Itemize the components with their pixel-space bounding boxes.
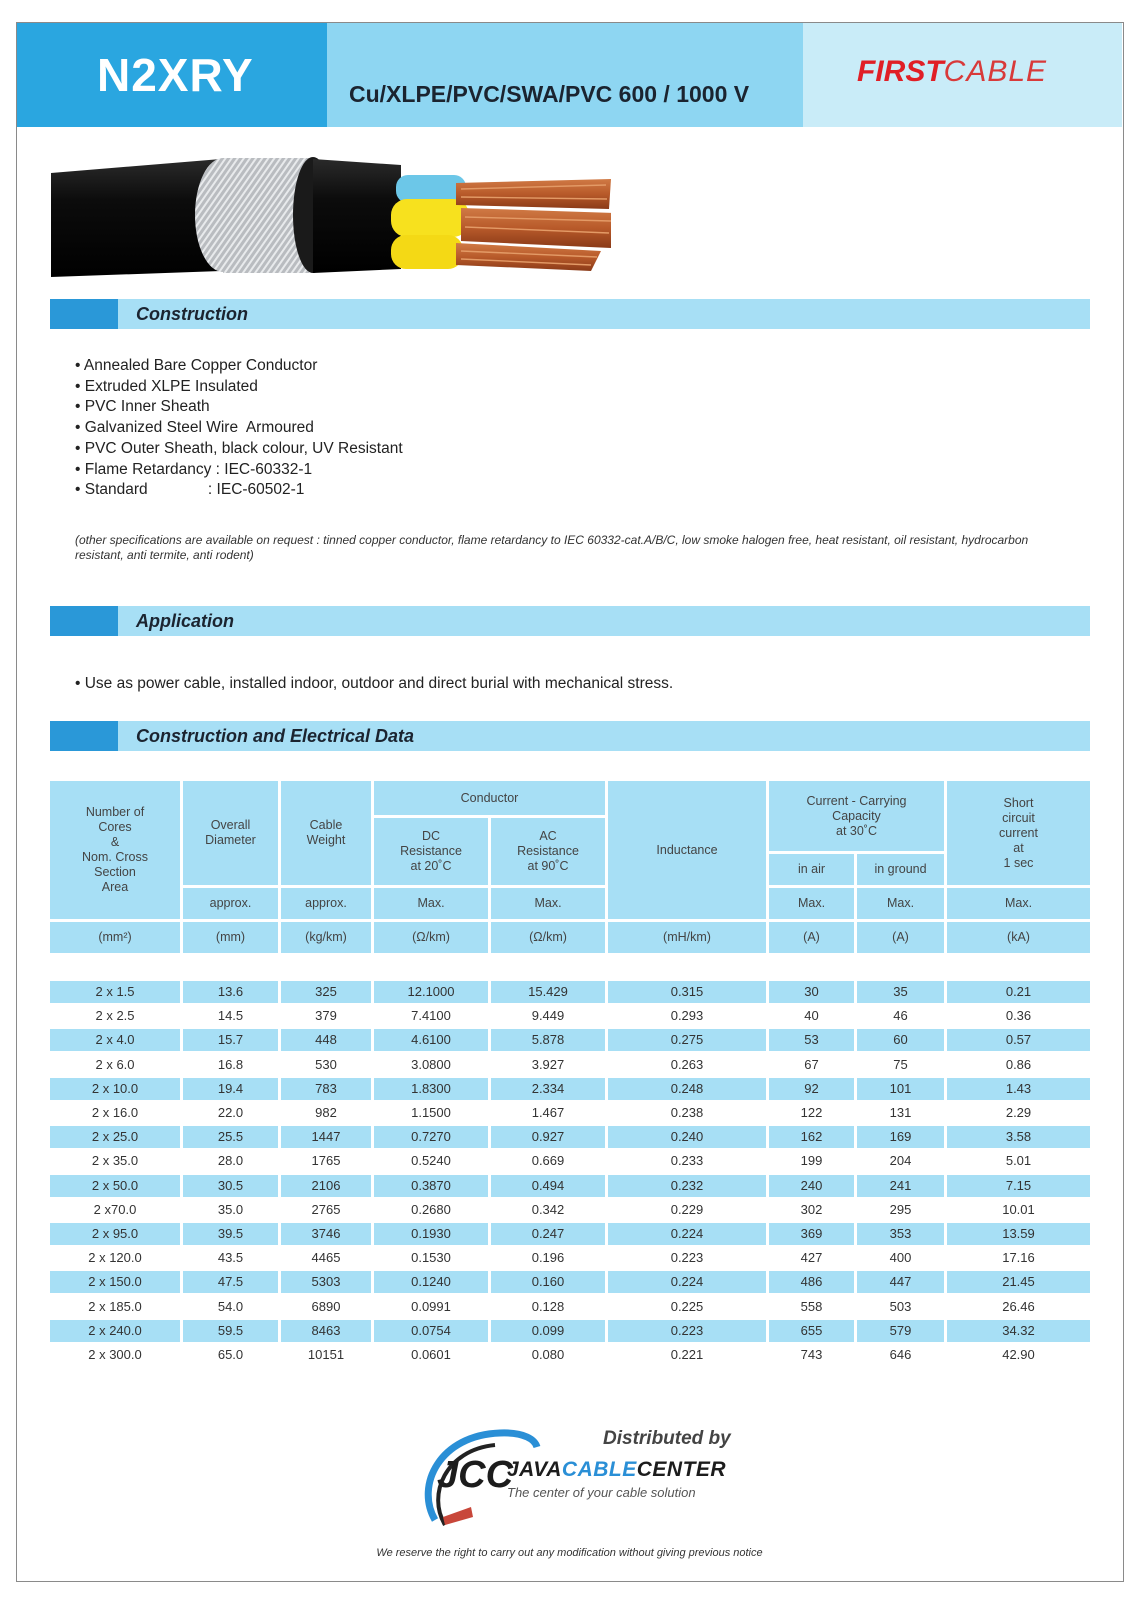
cell-cores: 2 x 185.0 [88,1298,142,1314]
yellow-core-insulation-2 [391,235,463,269]
cell-cores: 2 x 2.5 [95,1008,135,1024]
list-item: • Standard : IEC-60502-1 [75,481,305,499]
cell-short-circuit: 10.01 [1002,1201,1035,1217]
cell-ac-resistance: 15.429 [491,981,605,1003]
list-item: • Extruded XLPE Insulated [75,377,258,395]
cell-cores: 2 x70.0 [93,1201,137,1217]
qualifier-air: Max. [769,888,854,919]
cell-diameter: 35.0 [217,1201,244,1217]
section-title: Construction [136,304,248,324]
section-title: Construction and Electrical Data [136,726,415,746]
unit-diameter: (mm) [183,922,278,953]
table-row [50,1271,1090,1293]
section-title: Application [136,611,234,631]
cell-cores: 2 x 25.0 [50,1126,180,1148]
blue-core-insulation [396,175,466,203]
construction-list [75,356,403,501]
cell-dc-resistance: 0.0601 [411,1347,451,1362]
cell-diameter: 65.0 [217,1347,244,1362]
cell-weight: 10151 [307,1347,345,1362]
cell-ac-resistance: 0.342 [531,1201,565,1217]
unit-ac: (Ω/km) [491,922,605,953]
cell-diameter: 54.0 [217,1298,244,1314]
qualifier-ground: Max. [857,888,944,919]
cell-short-circuit: 26.46 [1002,1298,1035,1314]
table-row [50,981,1090,1003]
cell-diameter: 43.5 [217,1250,244,1266]
cell-current-ground: 295 [889,1201,912,1217]
cell-current-ground: 353 [857,1223,944,1245]
cell-current-ground: 400 [889,1250,912,1266]
cell-inductance: 0.240 [608,1126,766,1148]
cell-short-circuit: 21.45 [947,1271,1090,1293]
cell-short-circuit: 42.90 [1002,1347,1035,1362]
table-row [50,1126,1090,1148]
cell-dc-resistance: 0.0754 [374,1320,488,1342]
cell-current-air: 369 [769,1223,854,1245]
header-diameter: Overall Diameter [183,781,278,885]
unit-short: (kA) [947,922,1090,953]
cell-current-air: 655 [769,1320,854,1342]
brand-light: CABLE [943,55,1048,88]
inner-sheath [313,159,401,273]
header-in-ground: in ground [857,854,944,885]
cell-inductance: 0.221 [670,1347,704,1362]
cell-inductance: 0.293 [670,1008,704,1024]
qualifier-short: Max. [947,888,1090,919]
cell-cores: 2 x 35.0 [91,1153,139,1169]
header-inductance: Inductance [608,781,766,919]
qualifier-dc: Max. [374,888,488,919]
cell-cores: 2 x 6.0 [95,1056,135,1072]
cell-dc-resistance: 3.0800 [411,1056,451,1072]
copper-strands-top [456,179,611,209]
cell-dc-resistance: 7.4100 [411,1008,451,1024]
distributor-name-b: CABLE [561,1458,637,1481]
cell-cores: 2 x 1.5 [50,981,180,1003]
cell-dc-resistance: 0.1530 [411,1250,451,1266]
cell-diameter: 28.0 [217,1153,244,1169]
cell-ac-resistance: 0.927 [491,1126,605,1148]
cell-current-air: 302 [800,1201,823,1217]
cell-diameter: 19.4 [183,1078,278,1100]
section-construction [50,299,1090,329]
cell-current-ground: 646 [889,1347,912,1362]
cell-inductance: 0.233 [670,1153,704,1169]
cell-short-circuit: 17.16 [1002,1250,1035,1266]
cell-diameter: 47.5 [183,1271,278,1293]
copper-strands-bottom [456,243,601,271]
cell-ac-resistance: 0.669 [531,1153,565,1169]
header-banner [17,23,1122,127]
header-current-capacity: Current - Carrying Capacity at 30˚C [769,781,944,851]
cell-short-circuit: 13.59 [947,1223,1090,1245]
cell-dc-resistance: 1.1500 [411,1105,451,1120]
cell-current-air: 240 [769,1175,854,1197]
cell-weight: 530 [315,1056,337,1072]
cell-cores: 2 x 95.0 [50,1223,180,1245]
table-row [50,1247,1090,1269]
header-conductor: Conductor [374,781,605,815]
cell-current-air: 53 [769,1029,854,1051]
cell-current-air: 67 [804,1056,819,1072]
list-item: • Flame Retardancy : IEC-60332-1 [75,460,313,478]
section-electrical-data [50,721,1090,751]
brand-bold: FIRST [857,55,944,88]
cell-ac-resistance: 0.494 [491,1175,605,1197]
cell-diameter: 59.5 [183,1320,278,1342]
model-title: N2XRY [17,23,327,127]
cell-inductance: 0.224 [608,1223,766,1245]
cell-weight: 2106 [281,1175,371,1197]
table-row [50,1078,1090,1100]
header-in-air: in air [769,854,854,885]
cell-weight: 4465 [311,1250,341,1266]
cell-dc-resistance: 1.8300 [374,1078,488,1100]
cell-inductance: 0.223 [670,1250,704,1266]
cell-inductance: 0.224 [608,1271,766,1293]
cell-cores: 2 x 16.0 [91,1105,139,1120]
cell-weight: 1447 [281,1126,371,1148]
section-marker [50,721,118,751]
table-row [50,1005,1090,1027]
cell-weight: 5303 [281,1271,371,1293]
table-row [50,1029,1090,1051]
cell-dc-resistance: 0.1240 [374,1271,488,1293]
qualifier-diameter: approx. [183,888,278,919]
cell-current-ground: 101 [857,1078,944,1100]
list-item: • PVC Outer Sheath, black colour, UV Resistant [75,439,403,457]
unit-weight: (kg/km) [281,922,371,953]
cell-inductance: 0.263 [670,1056,704,1072]
cell-current-ground: 75 [893,1056,908,1072]
cell-weight: 448 [281,1029,371,1051]
table-row [50,1296,1090,1318]
cell-ac-resistance: 0.099 [491,1320,605,1342]
cell-ac-resistance: 3.927 [531,1056,565,1072]
cell-ac-resistance: 0.128 [531,1298,565,1314]
cell-short-circuit: 2.29 [1005,1105,1032,1120]
unit-area: (mm²) [50,922,180,953]
cell-dc-resistance: 12.1000 [374,981,488,1003]
cell-inductance: 0.225 [670,1298,704,1314]
cell-cores: 2 x 50.0 [50,1175,180,1197]
cell-short-circuit: 0.57 [947,1029,1090,1051]
distributed-by: Distributed by [603,1428,731,1449]
cell-dc-resistance: 0.2680 [411,1201,451,1217]
cell-cores: 2 x 300.0 [88,1347,142,1362]
header-cores: Number of Cores & Nom. Cross Section Area [50,781,180,919]
list-item: • PVC Inner Sheath [75,398,210,416]
cell-current-air: 162 [769,1126,854,1148]
table-row [50,1175,1090,1197]
header-dc-resistance: DC Resistance at 20˚C [374,818,488,885]
cell-current-ground: 131 [889,1105,912,1120]
cell-current-air: 40 [804,1008,819,1024]
cell-short-circuit: 5.01 [1005,1153,1032,1169]
unit-dc: (Ω/km) [374,922,488,953]
application-text: • Use as power cable, installed indoor, outdoor and direct burial with mechanical stress. [75,675,674,692]
specification-note: (other specifications are available on request : tinned copper conductor, flame retardancy to IEC 60332-cat.A/B/C, low smoke halogen free, heat resistant, oil resistant, hydrocarbon resistant, anti termite, anti rodent) [75,533,1029,562]
cell-current-air: 122 [800,1105,823,1120]
cell-ac-resistance: 0.080 [531,1347,565,1362]
cell-current-air: 427 [800,1250,823,1266]
section-application [50,606,1090,636]
table-row [50,1223,1090,1245]
cell-diameter: 14.5 [217,1008,244,1024]
table-row [50,1150,1090,1172]
cell-current-ground: 169 [857,1126,944,1148]
cell-weight: 2765 [311,1201,341,1217]
cell-cores: 2 x 10.0 [50,1078,180,1100]
distributor-tagline: The center of your cable solution [507,1485,696,1500]
cell-current-air: 486 [769,1271,854,1293]
cell-short-circuit: 34.32 [947,1320,1090,1342]
cell-diameter: 22.0 [217,1105,244,1120]
cell-short-circuit: 0.36 [1005,1008,1032,1024]
cell-inductance: 0.223 [608,1320,766,1342]
cell-dc-resistance: 0.5240 [411,1153,451,1169]
cell-diameter: 39.5 [183,1223,278,1245]
cell-current-air: 558 [800,1298,823,1314]
cell-ac-resistance: 9.449 [531,1008,565,1024]
cell-short-circuit: 7.15 [947,1175,1090,1197]
cell-diameter: 13.6 [183,981,278,1003]
cell-weight: 325 [281,981,371,1003]
list-item: • Annealed Bare Copper Conductor [75,357,318,374]
distributor-name-a: JAVA [507,1458,562,1481]
cell-current-ground: 447 [857,1271,944,1293]
cell-weight: 6890 [311,1298,341,1314]
cell-dc-resistance: 0.7270 [374,1126,488,1148]
disclaimer: We reserve the right to carry out any modification without giving previous notice [376,1547,763,1559]
header-short-circuit: Short circuit current at 1 sec [947,781,1090,885]
header-middle-band [327,23,803,127]
unit-inductance: (mH/km) [608,922,766,953]
table-row [50,1199,1090,1221]
cell-ac-resistance: 5.878 [491,1029,605,1051]
cell-dc-resistance: 0.3870 [374,1175,488,1197]
cell-dc-resistance: 0.1930 [374,1223,488,1245]
section-marker [50,606,118,636]
header-weight: Cable Weight [281,781,371,885]
logo-cable-icon [443,1507,473,1525]
distributor-name [507,1458,726,1482]
qualifier-weight: approx. [281,888,371,919]
table-row [50,1344,1090,1366]
table-row [50,1054,1090,1076]
cell-diameter: 30.5 [183,1175,278,1197]
cell-cores: 2 x 120.0 [88,1250,142,1266]
distributor-name-c: CENTER [636,1458,727,1481]
cell-inductance: 0.238 [670,1105,704,1120]
cell-cores: 2 x 4.0 [50,1029,180,1051]
cell-current-air: 92 [769,1078,854,1100]
brand-logo [857,55,1047,89]
header-ac-resistance: AC Resistance at 90˚C [491,818,605,885]
list-item: • Galvanized Steel Wire Armoured [75,419,314,437]
cell-current-ground: 204 [889,1153,912,1169]
cell-inductance: 0.275 [608,1029,766,1051]
cell-inductance: 0.248 [608,1078,766,1100]
cell-ac-resistance: 1.467 [531,1105,565,1120]
cell-current-ground: 503 [889,1298,912,1314]
cell-inductance: 0.315 [608,981,766,1003]
cell-weight: 783 [281,1078,371,1100]
cell-dc-resistance: 0.0991 [411,1298,451,1314]
cable-illustration [51,153,611,283]
cell-weight: 982 [315,1105,337,1120]
cell-diameter: 25.5 [183,1126,278,1148]
cell-current-ground: 35 [857,981,944,1003]
cell-current-air: 743 [800,1347,823,1362]
cell-cores: 2 x 150.0 [50,1271,180,1293]
cell-ac-resistance: 2.334 [491,1078,605,1100]
cell-inductance: 0.229 [670,1201,704,1217]
unit-air: (A) [769,922,854,953]
cell-weight: 8463 [281,1320,371,1342]
cell-short-circuit: 1.43 [947,1078,1090,1100]
cell-cores: 2 x 240.0 [50,1320,180,1342]
cell-current-ground: 579 [857,1320,944,1342]
cell-weight: 379 [315,1008,337,1024]
section-marker [50,299,118,329]
cell-ac-resistance: 0.196 [531,1250,565,1266]
cell-current-air: 30 [769,981,854,1003]
datasheet [16,22,1124,1582]
cell-short-circuit: 0.86 [1005,1056,1032,1072]
cell-diameter: 15.7 [183,1029,278,1051]
qualifier-ac: Max. [491,888,605,919]
table-row [50,1320,1090,1342]
cell-short-circuit: 0.21 [947,981,1090,1003]
cell-current-air: 199 [800,1153,823,1169]
cell-weight: 1765 [311,1153,341,1169]
unit-ground: (A) [857,922,944,953]
cell-current-ground: 241 [857,1175,944,1197]
logo-letters: JCC [437,1454,514,1496]
cell-short-circuit: 3.58 [947,1126,1090,1148]
cell-ac-resistance: 0.160 [491,1271,605,1293]
cable-spec: Cu/XLPE/PVC/SWA/PVC 600 / 1000 V [349,81,750,107]
cell-inductance: 0.232 [608,1175,766,1197]
cell-ac-resistance: 0.247 [491,1223,605,1245]
cell-dc-resistance: 4.6100 [374,1029,488,1051]
cell-current-ground: 60 [857,1029,944,1051]
cell-weight: 3746 [281,1223,371,1245]
cell-diameter: 16.8 [217,1056,244,1072]
table-row [50,1102,1090,1124]
cell-current-ground: 46 [893,1008,908,1024]
